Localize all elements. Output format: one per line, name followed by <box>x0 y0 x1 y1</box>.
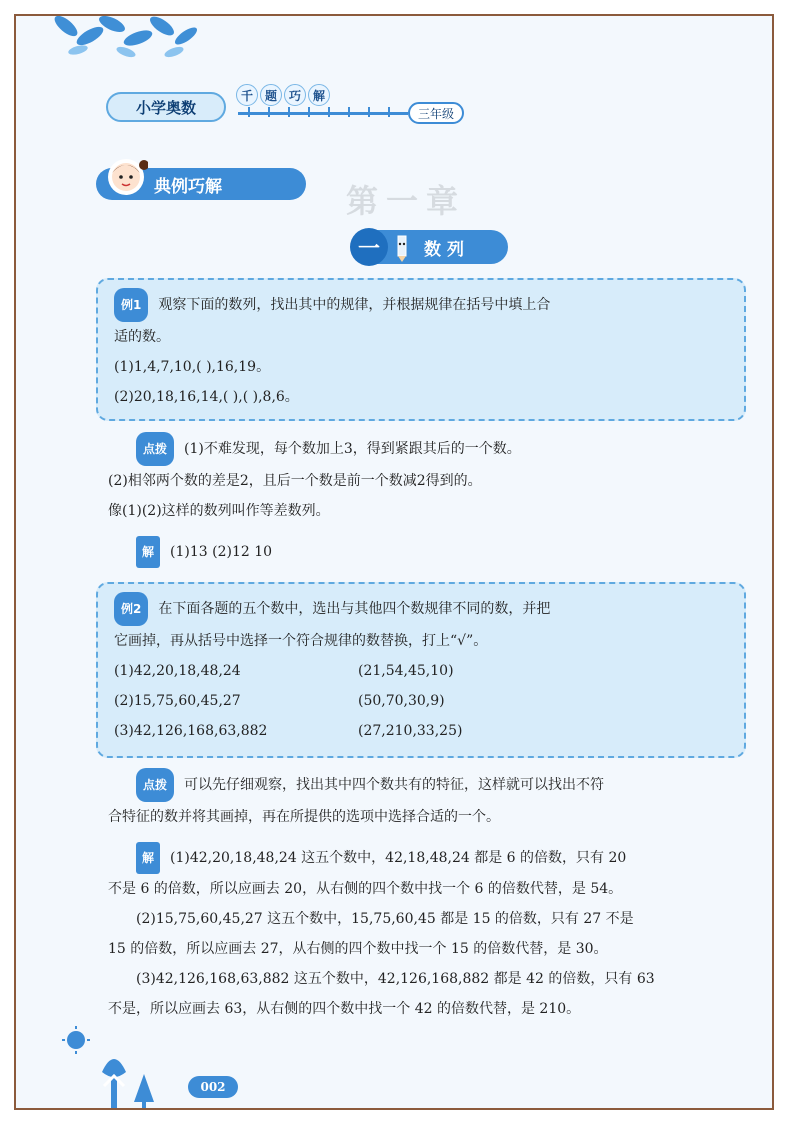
choice-numbers: (1)42,20,18,48,24 <box>114 663 241 679</box>
choice-numbers: (3)42,126,168,63,882 <box>114 723 268 739</box>
girl-mascot-icon <box>104 155 148 199</box>
series-char: 巧 <box>284 84 306 106</box>
answer-text: (2)15,75,60,45,27 这五个数中，15,75,60,45 都是 15 的倍数，只有 27 不是 <box>136 911 634 927</box>
choice-options: (27,210,33,25) <box>358 723 463 739</box>
series-char: 解 <box>308 84 330 106</box>
section-banner-label: 典例巧解 <box>154 176 222 197</box>
answer-text: 不是，所以应画去 63，从右侧的四个数中找一个 42 的倍数代替，是 210。 <box>108 1001 581 1017</box>
hint1-block <box>108 432 748 526</box>
choice-options: (50,70,30,9) <box>358 693 445 709</box>
choices-table <box>114 656 728 746</box>
series-title <box>236 84 330 106</box>
answer-text: 15 的倍数，所以应画去 27，从右侧的四个数中找一个 15 的倍数代替，是 30。 <box>108 941 608 957</box>
answer-tag: 解 <box>136 536 160 568</box>
watermark-text: 第一章 <box>346 182 467 220</box>
hint-text: 合特征的数并将其画掉，再在所提供的选项中选择合适的一个。 <box>108 809 500 825</box>
hint-tag: 点拨 <box>136 768 174 802</box>
example-tag: 例2 <box>114 592 148 626</box>
series-char: 千 <box>236 84 258 106</box>
hint-text: (1)不难发现，每个数加上3，得到紧跟其后的一个数。 <box>184 441 521 457</box>
pencil-mascot-icon <box>388 230 416 264</box>
chapter-number: 一 <box>350 228 388 266</box>
section-banner <box>96 168 306 200</box>
question-text: 在下面各题的五个数中，选出与其他四个数规律不同的数，并把 <box>158 601 551 617</box>
question-text: 适的数。 <box>114 329 170 345</box>
hint-text: (2)相邻两个数的差是2，且后一个数是前一个数减2得到的。 <box>108 473 482 489</box>
trees-sun-decoration <box>56 1026 176 1110</box>
leaves-decoration <box>46 14 216 76</box>
question-text: 它画掉，再从括号中选择一个符合规律的数替换，打上“√”。 <box>114 633 488 649</box>
book-title: 小学奥数 <box>106 92 226 122</box>
choice-numbers: (2)15,75,60,45,27 <box>114 693 241 709</box>
answer-text: (1)13 (2)12 10 <box>170 544 273 560</box>
answer2-block <box>108 842 748 1024</box>
example2-box <box>96 582 746 758</box>
hint-text: 像(1)(2)这样的数列叫作等差数列。 <box>108 503 330 519</box>
answer-tag: 解 <box>136 842 160 874</box>
page-number: 002 <box>188 1076 238 1098</box>
question-text: 观察下面的数列，找出其中的规律，并根据规律在括号中填上合 <box>158 297 551 313</box>
answer-text: 不是 6 的倍数，所以应画去 20，从右侧的四个数中找一个 6 的倍数代替，是 54。 <box>108 881 623 897</box>
chapter-banner <box>352 230 508 264</box>
answer1-block <box>108 536 748 568</box>
hint-tag: 点拨 <box>136 432 174 466</box>
example1-box <box>96 278 746 421</box>
header-ruler <box>238 112 408 125</box>
hint-text: 可以先仔细观察，找出其中四个数共有的特征，这样就可以找出不符 <box>184 777 605 793</box>
book-page <box>14 14 774 1110</box>
series-char: 题 <box>260 84 282 106</box>
answer-text: (1)42,20,18,48,24 这五个数中，42,18,48,24 都是 6 的倍数，只有 20 <box>170 850 627 866</box>
answer-text: (3)42,126,168,63,882 这五个数中，42,126,168,882 都是 42 的倍数，只有 63 <box>136 971 655 987</box>
sequence-item: (2)20,18,16,14,( ),( ),8,6。 <box>114 389 299 405</box>
chapter-title: 数列 <box>424 239 470 260</box>
grade-badge: 三年级 <box>408 102 464 124</box>
example-tag: 例1 <box>114 288 148 322</box>
choice-options: (21,54,45,10) <box>358 663 454 679</box>
sequence-item: (1)1,4,7,10,( ),16,19。 <box>114 359 271 375</box>
hint2-block <box>108 768 748 832</box>
